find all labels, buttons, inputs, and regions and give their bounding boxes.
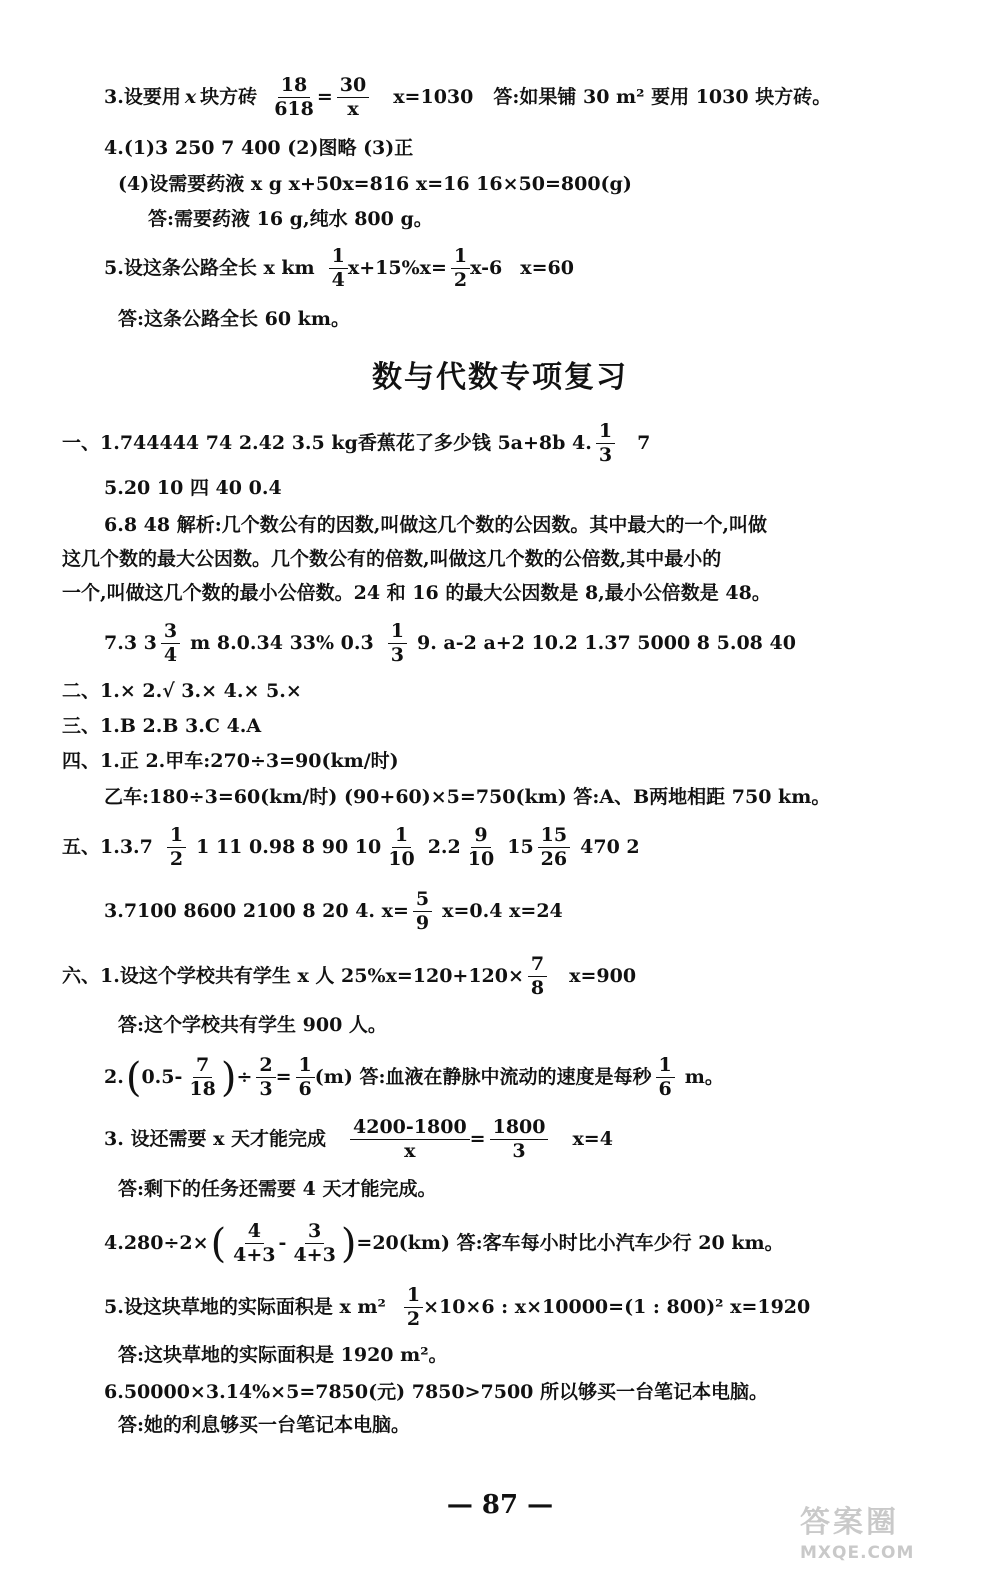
part-6-line-5-ans: 答:这块草地的实际面积是 1920 m²。 — [118, 1344, 448, 1366]
fraction: $\frac{7}{18}$ — [189, 1054, 216, 1100]
answer-line-4-ans: 答:需要药液 16 g,纯水 800 g。 — [148, 208, 433, 230]
part-5-line-1: 五、1.3.7 $\frac{1}{2}$ 1 11 0.98 8 90 10 $\frac{1}{10}$ 2.2 $\frac{9}{10}$ 15 $\frac{15}{26}$ 470 2 — [62, 824, 640, 870]
part-6-line-3-ans: 答:剩下的任务还需要 4 天才能完成。 — [118, 1178, 437, 1200]
fraction: $\frac{18}{618}$ — [274, 74, 314, 120]
part-4-line-2: 乙车:180÷3=60(km/时) (90+60)×5=750(km) 答:A、B两地相距 750 km。 — [104, 786, 831, 808]
fraction: $\frac{30}{x}$ — [337, 76, 369, 120]
section-title: 数与代数专项复习 — [372, 360, 628, 395]
fraction: $\frac{3}{4+3}$ — [293, 1220, 336, 1266]
fraction: $\frac{1}{2}$ — [404, 1286, 423, 1330]
fraction: $\frac{5}{9}$ — [413, 890, 432, 934]
part-4-line-1: 四、1.正 2.甲车:270÷3=90(km/时) — [62, 750, 399, 772]
part-1-line-1: 一、1.744444 74 2.42 3.5 kg香蕉花了多少钱 5a+8b 4. $\frac{1}{3}$ 7 — [62, 420, 651, 466]
part-1-line-6c: 一个,叫做这几个数的最小公倍数。24 和 16 的最大公因数是 8,最小公倍数是 48。 — [62, 582, 771, 604]
fraction: $\frac{1}{6}$ — [296, 1056, 315, 1100]
watermark-logo — [800, 1497, 990, 1567]
fraction: $\frac{1}{10}$ — [388, 824, 415, 870]
part-1-line-6: 6.8 48 解析:几个数公有的因数,叫做这几个数的公因数。其中最大的一个,叫做 — [104, 514, 767, 536]
watermark-top: 答案圈 — [800, 1505, 899, 1540]
answer-line-5: 5.设这条公路全长 x km $\frac{1}{4}$ x+15%x= $\frac{1}{2}$ x-6 x=60 — [104, 245, 574, 291]
part-1-line-6b: 这几个数的最大公因数。几个数公有的倍数,叫做这几个数的公倍数,其中最小的 — [62, 548, 722, 570]
part-6-line-2: 2. ( 0.5- $\frac{7}{18}$ ) ÷ $\frac{2}{3}$ = $\frac{1}{6}$ (m) 答:血液在静脉中流动的速度是每秒 $\frac{1}{6}$ m。 — [104, 1054, 724, 1101]
part-5-line-3: 3.7100 8600 2100 8 20 4. x= $\frac{5}{9}$ x=0.4 x=24 — [104, 888, 563, 934]
part-6-line-5: 5.设这块草地的实际面积是 x m² $\frac{1}{2}$ ×10×6 : x×10000=(1 : 800)² x=1920 — [104, 1284, 811, 1330]
fraction: $\frac{9}{10}$ — [467, 824, 495, 870]
part-3: 三、1.B 2.B 3.C 4.A — [62, 715, 262, 737]
fraction: $\frac{1}{3}$ — [388, 622, 407, 666]
answer-line-4-1: 4.(1)3 250 7 400 (2)图略 (3)正 — [104, 137, 414, 159]
fraction: $\frac{1}{6}$ — [656, 1056, 675, 1100]
fraction: $\frac{3}{4}$ — [161, 622, 180, 666]
answer-line-4-4: (4)设需要药液 x g x+50x=816 x=16 16×50=800(g) — [118, 173, 632, 195]
part-1-line-5: 5.20 10 四 40 0.4 — [104, 477, 282, 499]
part-6-line-1-ans: 答:这个学校共有学生 900 人。 — [118, 1014, 387, 1036]
part-6-line-3: 3. 设还需要 x 天才能完成 $\frac{4200-1800}{x}$ = $\frac{1800}{3}$ x=4 — [104, 1116, 613, 1162]
fraction: $\frac{1}{2}$ — [451, 247, 470, 291]
watermark-bottom: MXQE.COM — [800, 1543, 915, 1563]
fraction: $\frac{4200-1800}{x}$ — [350, 1118, 470, 1162]
fraction: $\frac{4}{4+3}$ — [233, 1220, 276, 1266]
part-6-line-6-ans: 答:她的利息够买一台笔记本电脑。 — [118, 1414, 411, 1436]
fraction: $\frac{1}{4}$ — [329, 247, 348, 291]
answer-line-5-ans: 答:这条公路全长 60 km。 — [118, 308, 350, 330]
fraction: $\frac{1800}{3}$ — [490, 1118, 549, 1162]
fraction: $\frac{1}{3}$ — [596, 422, 615, 466]
fraction: $\frac{2}{3}$ — [256, 1056, 275, 1100]
part-6-line-6: 6.50000×3.14%×5=7850(元) 7850>7500 所以够买一台笔记本电脑。 — [104, 1381, 769, 1403]
answer-line-3: 3.设要用 x 块方砖 $\frac{18}{618}$ = $\frac{30}{x}$ x=1030 答:如果铺 30 m² 要用 1030 块方砖。 — [104, 74, 832, 120]
part-1-line-7: 7.3 3 $\frac{3}{4}$ m 8.0.34 33% 0.3̇ $\frac{1}{3}$ 9. a-2 a+2 10.2 1.37 5000 8 5.08 40 — [104, 620, 796, 666]
page-number: — 87 — — [446, 1490, 554, 1520]
part-6-line-4: 4.280÷2× ( $\frac{4}{4+3}$ - $\frac{3}{4+3}$ ) =20(km) 答:客车每小时比小汽车少行 20 km。 — [104, 1220, 784, 1267]
part-2: 二、1.× 2.√ 3.× 4.× 5.× — [62, 680, 302, 702]
fraction: $\frac{7}{8}$ — [528, 955, 547, 999]
fraction: $\frac{15}{26}$ — [538, 826, 570, 870]
part-6-line-1: 六、1.设这个学校共有学生 x 人 25%x=120+120× $\frac{7}{8}$ x=900 — [62, 953, 637, 999]
fraction: $\frac{1}{2}$ — [167, 826, 186, 870]
